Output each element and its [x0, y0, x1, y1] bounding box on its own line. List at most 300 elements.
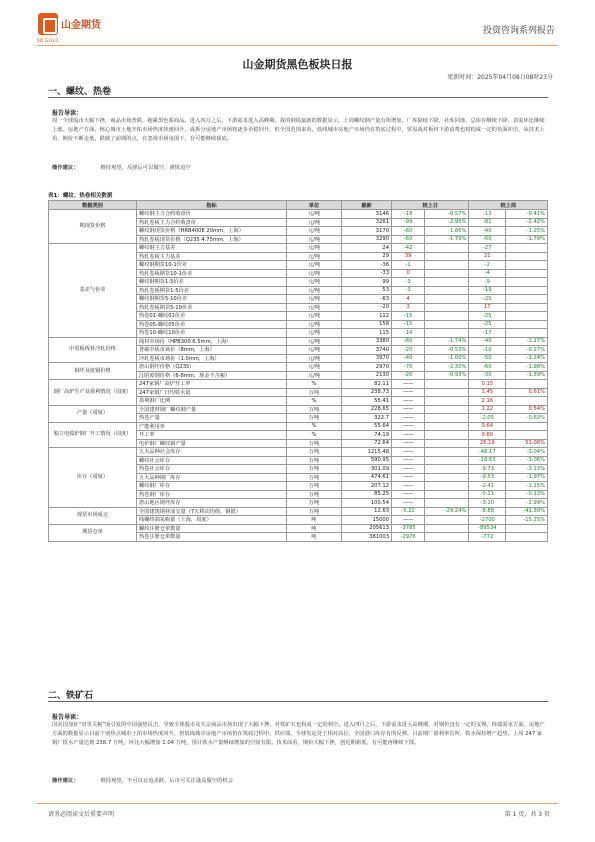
page-title: 山金期货黑色板块日报: [242, 58, 353, 71]
row-unit: 元/吨: [287, 286, 342, 295]
data-table: [48, 200, 548, 542]
row-day-change: -60: [392, 235, 425, 244]
row-week-change: -25: [469, 320, 506, 329]
row-week-change: -2.05: [469, 414, 506, 423]
col-category: 数据类别: [49, 201, 137, 210]
row-day-pct: [425, 388, 469, 397]
row-latest: 2970: [342, 363, 392, 372]
row-week-change: -50: [469, 354, 506, 363]
row-day-pct: [425, 473, 469, 482]
row-unit: 万吨: [287, 473, 342, 482]
table-row: [49, 448, 548, 457]
row-indicator: 开工率: [137, 431, 287, 440]
row-unit: 万吨: [287, 490, 342, 499]
row-unit: 元/吨: [287, 354, 342, 363]
row-unit: 万吨: [287, 388, 342, 397]
row-indicator: 热轧卷板期货5-10价差: [137, 303, 287, 312]
row-week-change: -81: [469, 218, 506, 227]
row-day-change: ——: [392, 414, 425, 423]
brand-sub: SD GOLD: [37, 38, 59, 43]
row-week-pct: -0.41%: [506, 210, 548, 219]
row-indicator: 螺纹钢期货1-5价差: [137, 278, 287, 287]
row-indicator: 线材市场价（HPB300 6.5mm，上海）: [137, 337, 287, 346]
row-day-pct: -1.79%: [425, 235, 469, 244]
row-week-change: 0.80: [469, 431, 506, 440]
row-week-pct: -2.99%: [506, 499, 548, 508]
row-latest: 3740: [342, 346, 392, 355]
row-week-pct: [506, 269, 548, 278]
row-week-change: -2.41: [469, 482, 506, 491]
row-unit: %: [287, 380, 342, 389]
row-indicator: 电炉钢厂螺纹钢产量: [137, 439, 287, 448]
row-unit: 元/吨: [287, 210, 342, 219]
row-week-pct: [506, 295, 548, 304]
row-week-change: -19: [469, 286, 506, 295]
section1-op-text: 维持观望，反弹后可以做空，谨慎追空: [100, 165, 191, 171]
row-day-pct: [425, 320, 469, 329]
row-unit: 万吨: [287, 405, 342, 414]
section1-label: 报告导读：: [52, 110, 83, 117]
section2-op-label: 操作建议：: [52, 778, 79, 784]
footer-disclaimer: 请务必阅读文后重要声明: [48, 811, 115, 818]
row-unit: 元/吨: [287, 227, 342, 236]
row-week-change: -60: [469, 235, 506, 244]
row-latest: 15000: [342, 516, 392, 525]
row-category: 钢厂高炉生产及盈利情况（周度）: [49, 380, 137, 406]
row-week-pct: [506, 286, 548, 295]
row-week-pct: -3.06%: [506, 456, 548, 465]
row-unit: 元/吨: [287, 329, 342, 338]
row-day-change: -3: [392, 278, 425, 287]
row-latest: -33: [342, 269, 392, 278]
row-week-change: -48.17: [469, 448, 506, 457]
row-week-pct: -1.97%: [506, 473, 548, 482]
row-day-pct: [425, 414, 469, 423]
col-unit: 单位: [287, 201, 342, 210]
row-unit: 元/吨: [287, 278, 342, 287]
header-divider: [37, 45, 558, 46]
row-week-pct: -2.42%: [506, 218, 548, 227]
row-unit: 元/吨: [287, 346, 342, 355]
row-week-pct: -41.30%: [506, 507, 548, 516]
row-latest: 1215.48: [342, 448, 392, 457]
row-indicator: 产能利用率: [137, 422, 287, 431]
row-day-pct: -1.00%: [425, 354, 469, 363]
row-day-change: ——: [392, 490, 425, 499]
row-week-pct: -1.25%: [506, 227, 548, 236]
row-unit: 元/吨: [287, 252, 342, 261]
row-week-pct: [506, 329, 548, 338]
footer-divider: [37, 803, 558, 804]
row-day-change: -20: [392, 346, 425, 355]
section1-divider: [48, 97, 548, 98]
row-week-pct: -0.63%: [506, 414, 548, 423]
row-indicator: 五大品种钢厂库存: [137, 473, 287, 482]
row-indicator: 热卷钢厂库存: [137, 490, 287, 499]
row-week-pct: -15.25%: [506, 516, 548, 525]
row-day-change: -40: [392, 354, 425, 363]
row-day-pct: [425, 329, 469, 338]
row-day-change: ——: [392, 456, 425, 465]
update-time: 更新时间：2025年04月08日08时23分: [447, 74, 553, 81]
row-latest: 82.11: [342, 380, 392, 389]
row-week-pct: -0.13%: [506, 490, 548, 499]
section2-label: 报告导读：: [52, 714, 83, 721]
row-day-pct: [425, 252, 469, 261]
row-week-change: -60: [469, 363, 506, 372]
section2-heading: 二、铁矿石: [48, 691, 94, 701]
row-day-change: ——: [392, 439, 425, 448]
row-week-change: -9.53: [469, 473, 506, 482]
row-week-change: -18.63: [469, 456, 506, 465]
row-latest: 207.12: [342, 482, 392, 491]
row-day-pct: [425, 269, 469, 278]
row-category: 现货市场成交: [49, 507, 137, 524]
row-day-pct: -1.86%: [425, 227, 469, 236]
row-week-pct: 0.54%: [506, 405, 548, 414]
row-indicator: 普碳中板市场价（8mm，上海）: [137, 346, 287, 355]
table-row: [49, 244, 548, 253]
row-day-pct: -2.30%: [425, 363, 469, 372]
row-day-pct: [425, 490, 469, 499]
row-day-change: ——: [392, 499, 425, 508]
row-day-change: -99: [392, 218, 425, 227]
table-row: [49, 210, 548, 219]
row-latest: 158: [342, 320, 392, 329]
row-day-change: 39: [392, 252, 425, 261]
row-day-change: -60: [392, 227, 425, 236]
row-indicator: 热卷05-螺纹05价差: [137, 320, 287, 329]
row-week-change: -89534: [469, 524, 506, 533]
row-day-pct: [425, 244, 469, 253]
row-latest: -20: [342, 303, 392, 312]
row-indicator: 螺纹注册仓单数量: [137, 524, 287, 533]
row-unit: %: [287, 397, 342, 406]
row-latest: 3290: [342, 235, 392, 244]
row-unit: 元/吨: [287, 337, 342, 346]
report-series: 投资咨询系列报告: [482, 26, 555, 36]
row-latest: 85.25: [342, 490, 392, 499]
row-week-pct: [506, 422, 548, 431]
row-unit: 元/吨: [287, 244, 342, 253]
row-day-change: -42: [392, 244, 425, 253]
row-day-change: -60: [392, 337, 425, 346]
row-latest: 2130: [342, 371, 392, 380]
row-latest: 3261: [342, 218, 392, 227]
row-latest: 55.64: [342, 422, 392, 431]
row-indicator: 热轧卷板现货价格（Q235 4.75mm，上海）: [137, 235, 287, 244]
row-latest: -36: [342, 261, 392, 270]
row-week-pct: 53.08%: [506, 439, 548, 448]
row-day-pct: -0.53%: [425, 346, 469, 355]
row-unit: 万吨: [287, 456, 342, 465]
row-week-change: 1.22: [469, 405, 506, 414]
row-unit: 元/吨: [287, 295, 342, 304]
col-indicator: 指标: [137, 201, 287, 210]
row-indicator: 螺纹钢主力合约收盘价: [137, 210, 287, 219]
row-latest: 12.63: [342, 507, 392, 516]
row-latest: 3970: [342, 354, 392, 363]
row-latest: 381003: [342, 533, 392, 542]
row-day-change: -1: [392, 261, 425, 270]
row-unit: 元/吨: [287, 261, 342, 270]
row-indicator: 江阴废钢价格（6-8mm，现金不含税）: [137, 371, 287, 380]
row-week-change: 1.45: [469, 388, 506, 397]
col-vs-prev-day: 较上日: [392, 201, 469, 210]
row-unit: %: [287, 422, 342, 431]
row-day-pct: [425, 482, 469, 491]
row-week-pct: [506, 252, 548, 261]
row-week-change: -40: [469, 227, 506, 236]
row-unit: %: [287, 431, 342, 440]
row-latest: 72.64: [342, 439, 392, 448]
row-day-change: -15: [392, 320, 425, 329]
row-indicator: 盈利钢厂比例: [137, 397, 287, 406]
section1-op: [52, 163, 191, 171]
row-unit: 元/吨: [287, 269, 342, 278]
row-unit: 元/吨: [287, 320, 342, 329]
row-week-pct: 0.61%: [506, 388, 548, 397]
row-week-change: 21: [469, 252, 506, 261]
row-day-pct: [425, 465, 469, 474]
row-day-change: -3: [392, 286, 425, 295]
row-latest: 3146: [342, 210, 392, 219]
row-latest: 115: [342, 329, 392, 338]
row-indicator: 全国建材钢厂螺纹钢产量: [137, 405, 287, 414]
row-day-pct: [425, 422, 469, 431]
row-day-pct: [425, 439, 469, 448]
row-indicator: 247家钢厂高炉开工率: [137, 380, 287, 389]
row-indicator: 螺纹钢期货5-10价差: [137, 295, 287, 304]
table-title: 表1：螺纹、热卷相关数据: [48, 193, 113, 199]
table-row: [49, 337, 548, 346]
row-latest: 74.19: [342, 431, 392, 440]
row-day-change: -18: [392, 210, 425, 219]
row-day-pct: -0.57%: [425, 210, 469, 219]
row-week-pct: [506, 303, 548, 312]
row-indicator: 螺纹钢现货价格（HRB400E 20mm，上海）: [137, 227, 287, 236]
col-latest: 最新: [342, 201, 392, 210]
section2-op: [52, 776, 233, 784]
row-latest: 238.73: [342, 388, 392, 397]
row-day-change: -15: [392, 312, 425, 321]
row-unit: 吨: [287, 533, 342, 542]
row-category: 中厚板线材冷轧价格: [49, 337, 137, 363]
row-day-change: 0: [392, 269, 425, 278]
row-unit: 万吨: [287, 465, 342, 474]
row-latest: 322.7: [342, 414, 392, 423]
row-week-change: -9: [469, 278, 506, 287]
row-latest: 29: [342, 252, 392, 261]
section1-op-label: 操作建议：: [52, 165, 79, 171]
row-day-change: ——: [392, 405, 425, 414]
row-day-change: -3785: [392, 524, 425, 533]
row-unit: 吨: [287, 516, 342, 525]
row-unit: 万吨: [287, 482, 342, 491]
row-indicator: 唐山钢坯价格（Q235）: [137, 363, 287, 372]
row-indicator: 螺纹钢期货10-1价差: [137, 261, 287, 270]
row-latest: -63: [342, 295, 392, 304]
row-day-pct: [425, 312, 469, 321]
row-day-pct: [425, 303, 469, 312]
row-day-change: ——: [392, 422, 425, 431]
row-day-pct: [425, 533, 469, 542]
row-category: 基差与价差: [49, 244, 137, 338]
row-latest: 112: [342, 312, 392, 321]
row-indicator: 热卷社会库存: [137, 465, 287, 474]
row-week-change: 17: [469, 303, 506, 312]
row-category: 期现货价格: [49, 210, 137, 244]
table-body: [49, 210, 548, 542]
row-indicator: 热卷注册仓单数量: [137, 533, 287, 542]
row-day-change: ——: [392, 465, 425, 474]
row-indicator: 热卷产量: [137, 414, 287, 423]
row-indicator: 唐山地区钢坯库存: [137, 499, 287, 508]
row-week-change: -3.10: [469, 499, 506, 508]
row-day-pct: [425, 431, 469, 440]
row-unit: 元/吨: [287, 303, 342, 312]
row-week-pct: -3.04%: [506, 448, 548, 457]
row-day-pct: [425, 405, 469, 414]
row-day-pct: -1.74%: [425, 337, 469, 346]
row-week-pct: [506, 380, 548, 389]
table-header-row: [49, 201, 548, 210]
row-day-pct: [425, 499, 469, 508]
row-day-pct: [425, 261, 469, 270]
row-week-change: -10: [469, 346, 506, 355]
section1-text: 周一全球股市大幅下挫，商品市场普跌，拖累黑色系商品。进入四月之后，下游需求进入高峰期。我的钢铁最新的数据显示，上周螺纹钢产量有所增加，厂库除续下降，社库回落，总库存继续下降，表需环比继续上涨。房地产方面，核心城市土地开拓市场热度快速回升，成拆分房地产市场将逐步企稳回升，但全国范围来看，低线城市房地产市场仍在筑底过程中，贸易战对板材下游消费也将构成一定的负面冲击，从技术上看，期价不断走低，跌破了前期的点，在忽视市场氛围下，有可能继续探底。: [52, 118, 545, 142]
row-week-pct: -1.79%: [506, 235, 548, 244]
row-week-change: -17: [469, 329, 506, 338]
row-category: 独立电弧炉钢厂开工情况（周度）: [49, 422, 137, 448]
row-unit: 元/吨: [287, 371, 342, 380]
row-indicator: 热轧卷板主力基差: [137, 252, 287, 261]
page-number: 第 1 页，共 3 页: [504, 811, 550, 818]
row-week-change: -8.88: [469, 507, 506, 516]
row-unit: 吨: [287, 524, 342, 533]
row-latest: 24: [342, 244, 392, 253]
row-week-pct: -1.24%: [506, 354, 548, 363]
section1-heading: 一、螺纹、热卷: [48, 87, 112, 97]
row-week-pct: [506, 320, 548, 329]
row-latest: 228.65: [342, 405, 392, 414]
row-week-change: 0.15: [469, 380, 506, 389]
row-day-change: -14: [392, 329, 425, 338]
row-week-change: -25: [469, 295, 506, 304]
row-day-pct: [425, 295, 469, 304]
row-indicator: 螺纹社会库存: [137, 456, 287, 465]
row-week-change: -9.73: [469, 465, 506, 474]
row-latest: 55.41: [342, 397, 392, 406]
row-week-change: -40: [469, 337, 506, 346]
row-week-pct: -3.13%: [506, 465, 548, 474]
row-week-change: -13: [469, 210, 506, 219]
row-day-change: 3: [392, 303, 425, 312]
row-day-change: -5.22: [392, 507, 425, 516]
row-week-change: -30: [469, 371, 506, 380]
row-week-pct: [506, 278, 548, 287]
company-logo-icon: [38, 13, 58, 35]
row-day-change: ——: [392, 388, 425, 397]
row-day-pct: [425, 448, 469, 457]
section2-divider: [48, 701, 548, 702]
table-row: [49, 405, 548, 414]
row-unit: 万吨: [287, 499, 342, 508]
row-category: 钢坯及废钢价格: [49, 363, 137, 380]
table-row: [49, 422, 548, 431]
row-day-change: ——: [392, 397, 425, 406]
row-week-pct: -1.98%: [506, 363, 548, 372]
row-latest: 99: [342, 278, 392, 287]
row-latest: 53: [342, 286, 392, 295]
row-week-pct: -1.15%: [506, 482, 548, 491]
row-day-change: ——: [392, 380, 425, 389]
row-week-pct: -1.17%: [506, 337, 548, 346]
row-day-change: -20: [392, 371, 425, 380]
row-latest: 205613: [342, 524, 392, 533]
row-latest: 100.54: [342, 499, 392, 508]
row-indicator: 热卷01-螺纹01价差: [137, 312, 287, 321]
row-week-change: -0.11: [469, 490, 506, 499]
row-indicator: 热卷10-螺纹10价差: [137, 329, 287, 338]
row-latest: 301.09: [342, 465, 392, 474]
row-category: 产量（周度）: [49, 405, 137, 422]
row-indicator: 冷轧卷板市场价（1.0mm，上海）: [137, 354, 287, 363]
row-indicator: 热轧卷板主力合约收盘价: [137, 218, 287, 227]
row-unit: 元/吨: [287, 218, 342, 227]
row-week-change: -25: [469, 312, 506, 321]
page-header: [0, 0, 595, 50]
row-week-change: -2700: [469, 516, 506, 525]
row-day-pct: [425, 278, 469, 287]
row-day-pct: [425, 524, 469, 533]
row-unit: 元/吨: [287, 235, 342, 244]
row-unit: 万吨: [287, 507, 342, 516]
row-week-change: 25.19: [469, 439, 506, 448]
row-category: 期货仓单: [49, 524, 137, 541]
row-week-change: 0.64: [469, 422, 506, 431]
row-day-change: 4: [392, 295, 425, 304]
row-week-pct: [506, 431, 548, 440]
section2-op-text: 维持观望，不可以盲追杀跌，后市可关注逢高做空的机会: [100, 778, 233, 784]
row-unit: 元/吨: [287, 363, 342, 372]
row-indicator: 247家钢厂日均铁水量: [137, 388, 287, 397]
table-row: [49, 363, 548, 372]
section2-text: 因美国加征“对等关税”而引发的中国强势反击，导致全球股市及大宗商品市场出现了大幅下挫，对铁矿石也构成一定的利空。进入四月之后，下游需求进入高峰期，对钢价没有一定的支撑。终端需求方面，房地产方面的数据显示目前个别热点城市土拍市场热度回升，但低线城市房地产市场仍在筑底过程中。供应端，全球发运处于相对高位，全国港口库存有所反弹。目前钢厂盈利率有所，铁水保持增产趋势，上周 247 家钢厂铁水产量达到 238.7 万吨，环比大幅增加 1.04 万吨，预计铁水产量继续增加的空间有限。技术面看，期价大幅下挫，创近期新低，有可能再继续下探。: [52, 722, 545, 746]
row-week-change: -2: [469, 261, 506, 270]
row-week-pct: [506, 312, 548, 321]
row-week-pct: [506, 397, 548, 406]
row-day-pct: [425, 286, 469, 295]
row-unit: 万吨: [287, 414, 342, 423]
row-week-pct: [506, 261, 548, 270]
row-latest: 590.95: [342, 456, 392, 465]
row-indicator: 五大品种社会库存: [137, 448, 287, 457]
row-latest: 3170: [342, 227, 392, 236]
row-week-pct: -0.27%: [506, 346, 548, 355]
row-indicator: 螺纹钢主力基差: [137, 244, 287, 253]
row-week-pct: [506, 524, 548, 533]
row-week-pct: -1.39%: [506, 371, 548, 380]
row-day-change: ——: [392, 516, 425, 525]
table-row: [49, 524, 548, 533]
row-day-change: ——: [392, 482, 425, 491]
row-day-pct: -2.95%: [425, 218, 469, 227]
row-indicator: 热轧卷板期货10-1价差: [137, 269, 287, 278]
row-day-change: ——: [392, 473, 425, 482]
table-row: [49, 380, 548, 389]
row-day-change: -2976: [392, 533, 425, 542]
